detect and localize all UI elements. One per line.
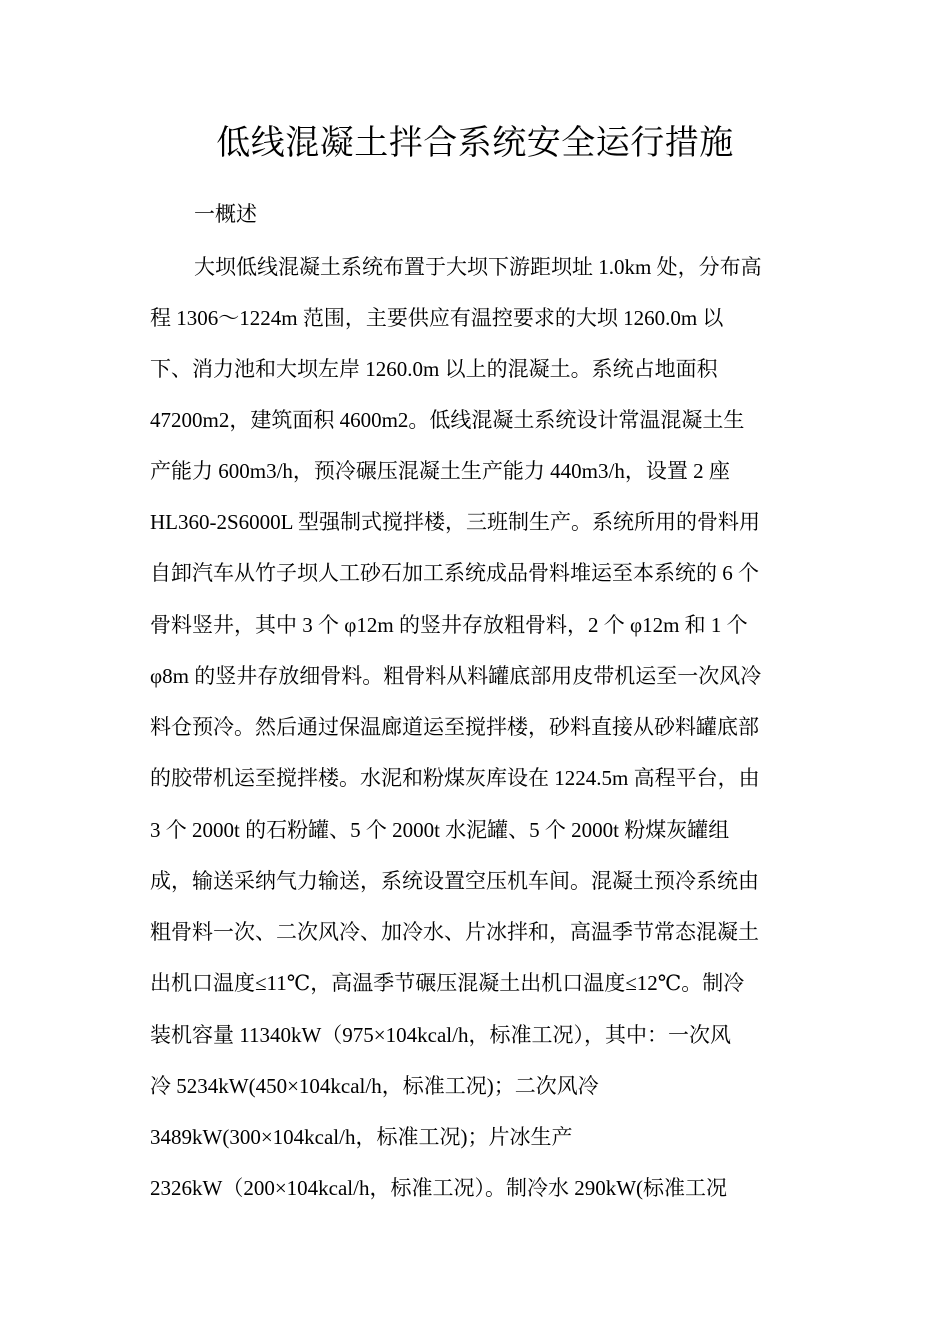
paragraph-line: 程 1306～1224m 范围，主要供应有温控要求的大坝 1260.0m 以: [150, 306, 724, 330]
paragraph-line: φ8m 的竖井存放细骨料。粗骨料从料罐底部用皮带机运至一次风冷: [150, 664, 762, 688]
paragraph-line: 粗骨料一次、二次风冷、加冷水、片冰拌和，高温季节常态混凝土: [150, 920, 759, 944]
paragraph-line: 3489kW(300×104kcal/h，标准工况)；片冰生产: [150, 1125, 573, 1149]
paragraph-line: 成，输送采纳气力输送，系统设置空压机车间。混凝土预冷系统由: [150, 869, 759, 893]
paragraph-line: 冷 5234kW(450×104kcal/h，标准工况)；二次风冷: [150, 1074, 599, 1098]
document-title: 低线混凝土拌合系统安全运行措施: [216, 125, 734, 162]
paragraph-line: 骨料竖井，其中 3 个 φ12m 的竖井存放粗骨料，2 个 φ12m 和 1 个: [150, 613, 748, 637]
paragraph-line: 产能力 600m3/h，预冷碾压混凝土生产能力 440m3/h，设置 2 座: [150, 459, 730, 483]
paragraph-line: 2326kW（200×104kcal/h，标准工况）。制冷水 290kW(标准工况: [150, 1176, 728, 1200]
paragraph-line: 下、消力池和大坝左岸 1260.0m 以上的混凝土。系统占地面积: [150, 357, 718, 381]
paragraph-line: 自卸汽车从竹子坝人工砂石加工系统成品骨料堆运至本系统的 6 个: [150, 561, 759, 585]
paragraph-line: 的胶带机运至搅拌楼。水泥和粉煤灰库设在 1224.5m 高程平台，由: [150, 766, 760, 790]
paragraph-line: 料仓预冷。然后通过保温廊道运至搅拌楼，砂料直接从砂料罐底部: [150, 715, 759, 739]
paragraph-line: 装机容量 11340kW（975×104kcal/h，标准工况），其中：一次风: [150, 1023, 731, 1047]
paragraph-line: 出机口温度≤11℃，高温季节碾压混凝土出机口温度≤12℃。制冷: [150, 971, 745, 995]
paragraph-line: 3 个 2000t 的石粉罐、5 个 2000t 水泥罐、5 个 2000t 粉煤灰罐组: [150, 818, 730, 842]
section-heading: 一概述: [194, 202, 257, 226]
paragraph-line: HL360-2S6000L 型强制式搅拌楼，三班制生产。系统所用的骨料用: [150, 510, 760, 534]
paragraph-line: 大坝低线混凝土系统布置于大坝下游距坝址 1.0km 处，分布高: [194, 255, 762, 279]
paragraph-line: 47200m2，建筑面积 4600m2。低线混凝土系统设计常温混凝土生: [150, 408, 745, 432]
